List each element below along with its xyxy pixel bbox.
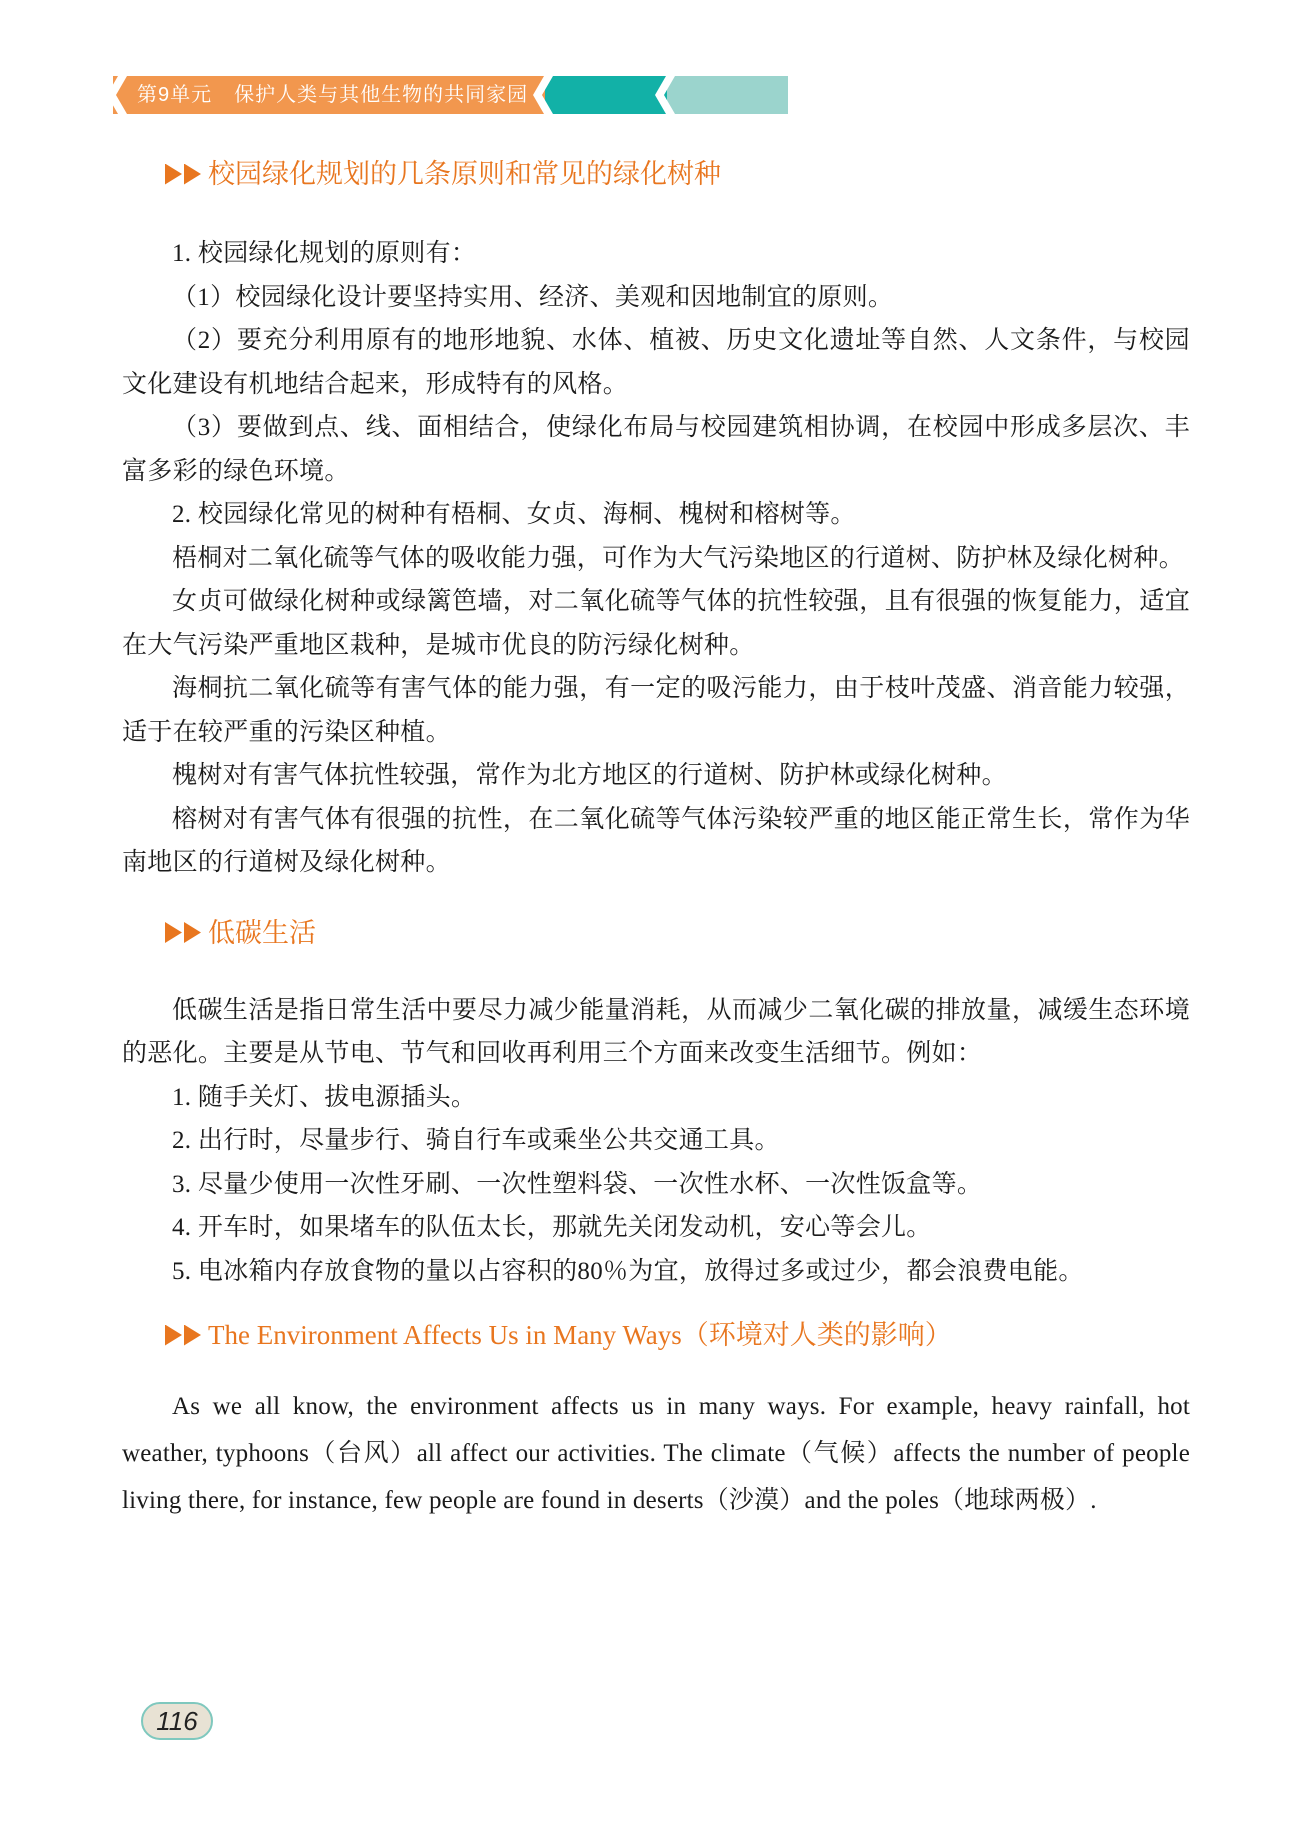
page-content: [122, 0, 1190, 1524]
paragraph: 低碳生活是指日常生活中要尽力减少能量消耗，从而减少二氧化碳的排放量，减缓生态环境的恶化。主要是从节电、节气和回收再利用三个方面来改变生活细节。例如：: [122, 996, 1190, 1067]
paragraph: 海桐抗二氧化硫等有害气体的能力强，有一定的吸污能力，由于枝叶茂盛、消音能力较强，适于在较严重的污染区种植。: [122, 675, 1190, 746]
heading-arrow-icon: [165, 1325, 182, 1346]
paragraph: 4. 开车时，如果堵车的队伍太长，那就先关闭发动机，安心等会儿。: [172, 1214, 932, 1241]
heading-arrow-icon: [165, 164, 182, 185]
paragraph-english: As we all know, the environment affects us in many ways. For example, heavy rainfall, hot weather, typhoons（台风）all affect our activities. The climate（气候）affects the number of people living there, for instance, few people are found in deserts（沙漠）and the poles（地球两极）.: [122, 1393, 1190, 1514]
unit-number: 第9单元: [137, 84, 213, 106]
heading-arrow-icon: [165, 922, 182, 943]
paragraph: 1. 随手关灯、拔电源插头。: [172, 1083, 477, 1111]
page-number-badge: [141, 1702, 213, 1740]
paragraph: 榕树对有害气体有很强的抗性，在二氧化硫等气体污染较严重的地区能正常生长，常作为华南地区的行道树及绿化树种。: [122, 805, 1190, 876]
section-heading-campus-greening: [165, 156, 1190, 192]
paragraph: （2）要充分利用原有的地形地貌、水体、植被、历史文化遗址等自然、人文条件，与校园文化建设有机地结合起来，形成特有的风格。: [122, 327, 1190, 398]
section-heading-text: 校园绿化规划的几条原则和常见的绿化树种: [208, 159, 721, 189]
paragraph: （1）校园绿化设计要坚持实用、经济、美观和因地制宜的原则。: [172, 283, 894, 311]
paragraph: 3. 尽量少使用一次性牙刷、一次性塑料袋、一次性水杯、一次性饭盒等。: [172, 1170, 983, 1198]
paragraph: 2. 校园绿化常见的树种有梧桐、女贞、海桐、槐树和榕树等。: [172, 501, 856, 528]
paragraph: 1. 校园绿化规划的原则有：: [172, 240, 477, 267]
paragraph: 女贞可做绿化树种或绿篱笆墙，对二氧化硫等气体的抗性较强，且有很强的恢复能力，适宜在大气污染严重地区栽种，是城市优良的防污绿化树种。: [122, 588, 1190, 659]
page-number: 116: [156, 1705, 198, 1736]
paragraph: 梧桐对二氧化硫等气体的吸收能力强，可作为大气污染地区的行道树、防护林及绿化树种。: [172, 544, 1185, 572]
paragraph: 2. 出行时，尽量步行、骑自行车或乘坐公共交通工具。: [172, 1127, 780, 1154]
heading-arrow-icon: [184, 922, 201, 943]
section-heading-low-carbon-life: [165, 915, 1190, 951]
heading-arrow-icon: [184, 164, 201, 185]
section-heading-environment-affects-us: [165, 1317, 1190, 1353]
paragraph: （3）要做到点、线、面相结合，使绿化布局与校园建筑相协调，在校园中形成多层次、丰富多彩的绿色环境。: [122, 414, 1190, 485]
paragraph: 5. 电冰箱内存放食物的量以占容积的80％为宜，放得过多或过少，都会浪费电能。: [172, 1257, 1084, 1285]
heading-arrow-icon: [184, 1325, 201, 1346]
section-heading-text: 低碳生活: [208, 917, 316, 948]
section-heading-text: The Environment Affects Us in Many Ways（环境对人类的影响）: [208, 1320, 952, 1350]
paragraph: 槐树对有害气体抗性较强，常作为北方地区的行道树、防护林或绿化树种。: [172, 762, 1007, 789]
unit-title: 保护人类与其他生物的共同家园: [234, 84, 529, 106]
